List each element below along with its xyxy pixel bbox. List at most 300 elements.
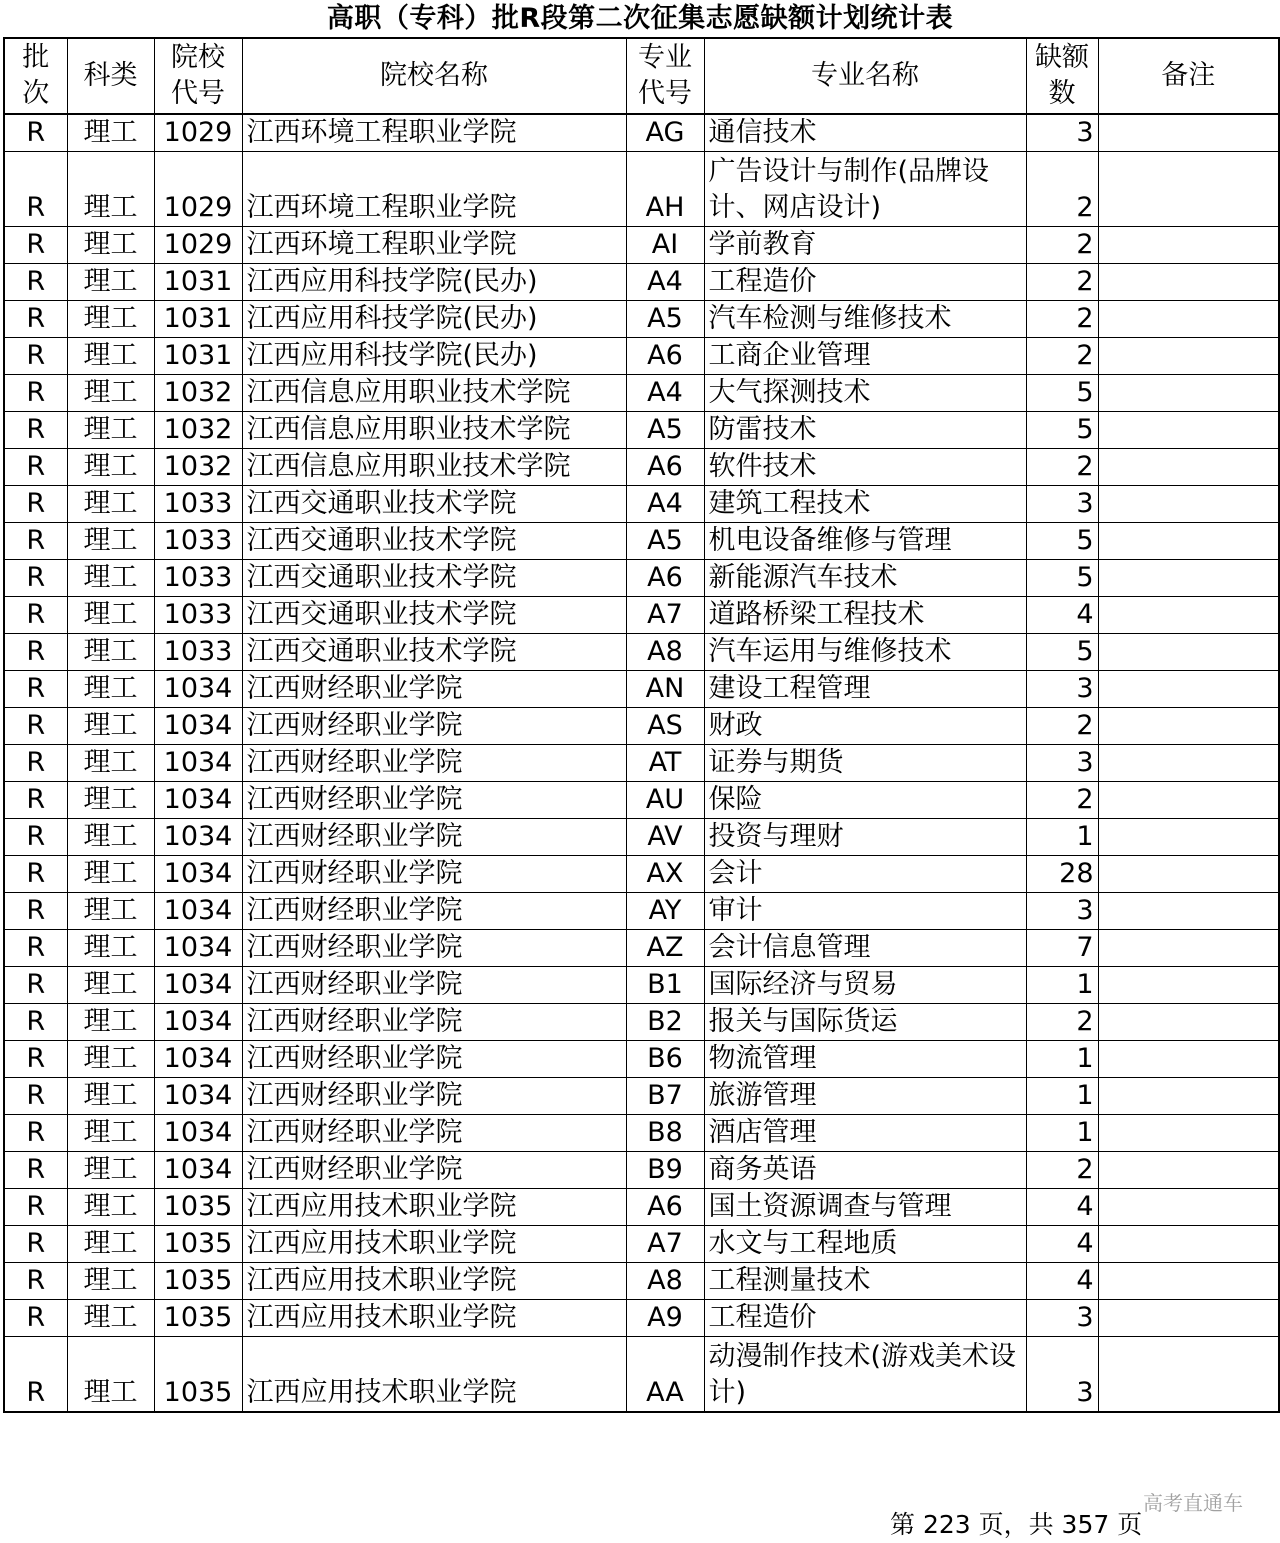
cell-batch: R	[4, 1263, 67, 1300]
cell-major-code: AY	[626, 893, 704, 930]
cell-vacancy: 3	[1026, 1300, 1098, 1337]
cell-category: 理工	[67, 301, 154, 338]
table-row	[4, 1263, 1279, 1300]
cell-category: 理工	[67, 708, 154, 745]
table-row	[4, 301, 1279, 338]
cell-remark	[1098, 671, 1279, 708]
cell-school-name: 江西交通职业技术学院	[242, 560, 626, 597]
table-row	[4, 930, 1279, 967]
cell-school-code: 1033	[154, 486, 242, 523]
table-row	[4, 264, 1279, 301]
table-row	[4, 782, 1279, 819]
table-row	[4, 1152, 1279, 1189]
table-row	[4, 523, 1279, 560]
cell-category: 理工	[67, 1300, 154, 1337]
cell-category: 理工	[67, 1189, 154, 1226]
cell-batch: R	[4, 856, 67, 893]
cell-school-name: 江西信息应用职业技术学院	[242, 449, 626, 486]
cell-school-code: 1034	[154, 1152, 242, 1189]
cell-batch: R	[4, 1189, 67, 1226]
cell-batch: R	[4, 782, 67, 819]
cell-major-name: 广告设计与制作(品牌设计、网店设计)	[704, 152, 1026, 227]
cell-remark	[1098, 708, 1279, 745]
cell-vacancy: 5	[1026, 634, 1098, 671]
cell-major-name: 商务英语	[704, 1152, 1026, 1189]
table-row	[4, 152, 1279, 227]
cell-batch: R	[4, 1300, 67, 1337]
cell-category: 理工	[67, 782, 154, 819]
cell-major-code: A7	[626, 1226, 704, 1263]
cell-remark	[1098, 967, 1279, 1004]
cell-vacancy: 5	[1026, 560, 1098, 597]
cell-vacancy: 4	[1026, 597, 1098, 634]
cell-remark	[1098, 375, 1279, 412]
cell-batch: R	[4, 301, 67, 338]
cell-major-code: A5	[626, 412, 704, 449]
cell-major-name: 报关与国际货运	[704, 1004, 1026, 1041]
header-remark: 备注	[1098, 38, 1279, 114]
cell-category: 理工	[67, 1226, 154, 1263]
cell-batch: R	[4, 375, 67, 412]
cell-school-code: 1033	[154, 634, 242, 671]
table-row	[4, 486, 1279, 523]
cell-remark	[1098, 893, 1279, 930]
cell-school-code: 1035	[154, 1189, 242, 1226]
cell-remark	[1098, 597, 1279, 634]
cell-vacancy: 5	[1026, 375, 1098, 412]
table-row	[4, 745, 1279, 782]
cell-major-name: 物流管理	[704, 1041, 1026, 1078]
cell-school-name: 江西交通职业技术学院	[242, 634, 626, 671]
cell-school-name: 江西财经职业学院	[242, 893, 626, 930]
header-school-name: 院校名称	[242, 38, 626, 114]
cell-school-code: 1035	[154, 1337, 242, 1413]
cell-major-code: B8	[626, 1115, 704, 1152]
cell-category: 理工	[67, 597, 154, 634]
cell-school-name: 江西交通职业技术学院	[242, 523, 626, 560]
cell-school-name: 江西环境工程职业学院	[242, 152, 626, 227]
cell-school-name: 江西应用技术职业学院	[242, 1300, 626, 1337]
cell-major-name: 旅游管理	[704, 1078, 1026, 1115]
cell-category: 理工	[67, 1263, 154, 1300]
header-batch: 批次	[4, 38, 67, 114]
cell-school-name: 江西环境工程职业学院	[242, 227, 626, 264]
cell-vacancy: 3	[1026, 486, 1098, 523]
cell-major-name: 酒店管理	[704, 1115, 1026, 1152]
table-row	[4, 1078, 1279, 1115]
cell-major-name: 财政	[704, 708, 1026, 745]
cell-school-name: 江西财经职业学院	[242, 1078, 626, 1115]
cell-school-code: 1034	[154, 745, 242, 782]
table-row	[4, 597, 1279, 634]
cell-category: 理工	[67, 671, 154, 708]
cell-batch: R	[4, 560, 67, 597]
cell-major-code: B1	[626, 967, 704, 1004]
cell-remark	[1098, 930, 1279, 967]
cell-vacancy: 1	[1026, 1078, 1098, 1115]
cell-major-name: 工程测量技术	[704, 1263, 1026, 1300]
table-row	[4, 893, 1279, 930]
cell-category: 理工	[67, 227, 154, 264]
cell-school-name: 江西财经职业学院	[242, 708, 626, 745]
cell-major-code: A7	[626, 597, 704, 634]
table-row	[4, 1004, 1279, 1041]
cell-vacancy: 2	[1026, 1004, 1098, 1041]
table-row	[4, 412, 1279, 449]
cell-vacancy: 3	[1026, 671, 1098, 708]
cell-school-code: 1035	[154, 1263, 242, 1300]
cell-remark	[1098, 745, 1279, 782]
cell-batch: R	[4, 745, 67, 782]
cell-major-name: 汽车运用与维修技术	[704, 634, 1026, 671]
cell-vacancy: 2	[1026, 301, 1098, 338]
page-title: 高职（专科）批R段第二次征集志愿缺额计划统计表	[326, 3, 954, 34]
cell-vacancy: 2	[1026, 227, 1098, 264]
cell-batch: R	[4, 1337, 67, 1413]
cell-school-code: 1033	[154, 560, 242, 597]
cell-major-code: AZ	[626, 930, 704, 967]
watermark: 高考直通车	[1143, 1491, 1243, 1515]
cell-major-code: A8	[626, 1263, 704, 1300]
page-footer: 第 223 页，共 357 页	[890, 1510, 1143, 1539]
cell-school-code: 1035	[154, 1226, 242, 1263]
cell-school-name: 江西应用科技学院(民办)	[242, 264, 626, 301]
cell-batch: R	[4, 338, 67, 375]
cell-school-code: 1034	[154, 893, 242, 930]
cell-vacancy: 1	[1026, 1115, 1098, 1152]
cell-batch: R	[4, 227, 67, 264]
table-row	[4, 114, 1279, 152]
cell-major-name: 建筑工程技术	[704, 486, 1026, 523]
cell-category: 理工	[67, 819, 154, 856]
cell-category: 理工	[67, 1152, 154, 1189]
cell-school-code: 1034	[154, 1004, 242, 1041]
table-row	[4, 375, 1279, 412]
cell-category: 理工	[67, 152, 154, 227]
cell-batch: R	[4, 1041, 67, 1078]
cell-major-code: A6	[626, 1189, 704, 1226]
cell-school-name: 江西财经职业学院	[242, 930, 626, 967]
cell-school-name: 江西财经职业学院	[242, 819, 626, 856]
cell-school-code: 1029	[154, 114, 242, 152]
cell-major-code: AN	[626, 671, 704, 708]
cell-batch: R	[4, 1226, 67, 1263]
cell-major-name: 新能源汽车技术	[704, 560, 1026, 597]
cell-vacancy: 4	[1026, 1189, 1098, 1226]
cell-school-name: 江西财经职业学院	[242, 1152, 626, 1189]
cell-vacancy: 2	[1026, 264, 1098, 301]
table-header-row	[4, 38, 1279, 114]
cell-major-name: 汽车检测与维修技术	[704, 301, 1026, 338]
cell-batch: R	[4, 893, 67, 930]
cell-school-name: 江西应用技术职业学院	[242, 1263, 626, 1300]
cell-remark	[1098, 264, 1279, 301]
cell-school-code: 1034	[154, 671, 242, 708]
cell-category: 理工	[67, 1115, 154, 1152]
table-row	[4, 227, 1279, 264]
cell-school-name: 江西应用科技学院(民办)	[242, 301, 626, 338]
cell-school-code: 1032	[154, 375, 242, 412]
cell-remark	[1098, 523, 1279, 560]
cell-vacancy: 2	[1026, 1152, 1098, 1189]
cell-major-name: 国土资源调查与管理	[704, 1189, 1026, 1226]
cell-school-code: 1033	[154, 597, 242, 634]
cell-school-code: 1034	[154, 1115, 242, 1152]
cell-major-code: A4	[626, 264, 704, 301]
cell-school-code: 1034	[154, 708, 242, 745]
cell-remark	[1098, 1115, 1279, 1152]
cell-school-code: 1032	[154, 449, 242, 486]
cell-school-code: 1029	[154, 152, 242, 227]
cell-batch: R	[4, 1078, 67, 1115]
cell-major-code: B2	[626, 1004, 704, 1041]
cell-vacancy: 4	[1026, 1226, 1098, 1263]
cell-school-code: 1031	[154, 264, 242, 301]
cell-batch: R	[4, 412, 67, 449]
table-row	[4, 856, 1279, 893]
cell-category: 理工	[67, 449, 154, 486]
cell-batch: R	[4, 819, 67, 856]
cell-vacancy: 2	[1026, 782, 1098, 819]
cell-vacancy: 3	[1026, 1337, 1098, 1413]
cell-major-code: AG	[626, 114, 704, 152]
cell-batch: R	[4, 264, 67, 301]
cell-category: 理工	[67, 634, 154, 671]
cell-major-code: A6	[626, 449, 704, 486]
cell-major-code: A6	[626, 338, 704, 375]
cell-batch: R	[4, 597, 67, 634]
cell-category: 理工	[67, 1041, 154, 1078]
cell-major-name: 工程造价	[704, 1300, 1026, 1337]
cell-remark	[1098, 486, 1279, 523]
cell-major-name: 会计信息管理	[704, 930, 1026, 967]
cell-major-name: 会计	[704, 856, 1026, 893]
table-row	[4, 1337, 1279, 1413]
cell-vacancy: 2	[1026, 338, 1098, 375]
cell-category: 理工	[67, 893, 154, 930]
cell-category: 理工	[67, 486, 154, 523]
cell-vacancy: 4	[1026, 1263, 1098, 1300]
cell-category: 理工	[67, 114, 154, 152]
table-row	[4, 1115, 1279, 1152]
cell-major-name: 动漫制作技术(游戏美术设计)	[704, 1337, 1026, 1413]
cell-remark	[1098, 1226, 1279, 1263]
cell-major-name: 道路桥梁工程技术	[704, 597, 1026, 634]
table-row	[4, 819, 1279, 856]
header-major-name: 专业名称	[704, 38, 1026, 114]
cell-batch: R	[4, 449, 67, 486]
vacancy-table	[3, 37, 1280, 1413]
cell-major-code: AV	[626, 819, 704, 856]
cell-school-name: 江西应用科技学院(民办)	[242, 338, 626, 375]
cell-major-name: 水文与工程地质	[704, 1226, 1026, 1263]
cell-batch: R	[4, 671, 67, 708]
cell-batch: R	[4, 486, 67, 523]
header-major-code: 专业代号	[626, 38, 704, 114]
cell-category: 理工	[67, 375, 154, 412]
cell-school-code: 1029	[154, 227, 242, 264]
cell-school-code: 1034	[154, 1078, 242, 1115]
cell-major-name: 大气探测技术	[704, 375, 1026, 412]
cell-major-code: AT	[626, 745, 704, 782]
cell-major-code: A6	[626, 560, 704, 597]
cell-remark	[1098, 114, 1279, 152]
cell-vacancy: 3	[1026, 745, 1098, 782]
cell-school-name: 江西交通职业技术学院	[242, 597, 626, 634]
cell-batch: R	[4, 634, 67, 671]
cell-remark	[1098, 560, 1279, 597]
cell-school-name: 江西信息应用职业技术学院	[242, 412, 626, 449]
table-row	[4, 671, 1279, 708]
cell-school-code: 1031	[154, 301, 242, 338]
cell-major-code: B7	[626, 1078, 704, 1115]
cell-remark	[1098, 227, 1279, 264]
cell-major-name: 通信技术	[704, 114, 1026, 152]
cell-school-name: 江西财经职业学院	[242, 1041, 626, 1078]
header-vacancy: 缺额数	[1026, 38, 1098, 114]
cell-remark	[1098, 338, 1279, 375]
table-row	[4, 1300, 1279, 1337]
cell-batch: R	[4, 1152, 67, 1189]
cell-school-name: 江西财经职业学院	[242, 856, 626, 893]
cell-major-name: 证券与期货	[704, 745, 1026, 782]
cell-major-name: 工程造价	[704, 264, 1026, 301]
cell-batch: R	[4, 114, 67, 152]
cell-school-code: 1034	[154, 930, 242, 967]
cell-remark	[1098, 1078, 1279, 1115]
cell-school-name: 江西应用技术职业学院	[242, 1337, 626, 1413]
table-row	[4, 1226, 1279, 1263]
cell-major-name: 学前教育	[704, 227, 1026, 264]
cell-vacancy: 2	[1026, 449, 1098, 486]
cell-remark	[1098, 1263, 1279, 1300]
cell-remark	[1098, 1004, 1279, 1041]
cell-batch: R	[4, 1115, 67, 1152]
cell-remark	[1098, 1152, 1279, 1189]
table-row	[4, 1041, 1279, 1078]
cell-remark	[1098, 856, 1279, 893]
cell-major-name: 保险	[704, 782, 1026, 819]
cell-major-name: 软件技术	[704, 449, 1026, 486]
cell-vacancy: 1	[1026, 967, 1098, 1004]
cell-remark	[1098, 819, 1279, 856]
cell-school-code: 1031	[154, 338, 242, 375]
cell-school-code: 1034	[154, 819, 242, 856]
cell-vacancy: 2	[1026, 152, 1098, 227]
cell-major-code: AU	[626, 782, 704, 819]
cell-category: 理工	[67, 338, 154, 375]
cell-remark	[1098, 412, 1279, 449]
cell-remark	[1098, 152, 1279, 227]
cell-school-code: 1034	[154, 967, 242, 1004]
table-row	[4, 338, 1279, 375]
cell-category: 理工	[67, 745, 154, 782]
cell-category: 理工	[67, 523, 154, 560]
cell-major-code: AX	[626, 856, 704, 893]
cell-major-code: AH	[626, 152, 704, 227]
cell-major-code: B9	[626, 1152, 704, 1189]
cell-batch: R	[4, 1004, 67, 1041]
table-row	[4, 1189, 1279, 1226]
table-row	[4, 560, 1279, 597]
cell-major-code: AI	[626, 227, 704, 264]
cell-school-name: 江西财经职业学院	[242, 1004, 626, 1041]
cell-school-name: 江西环境工程职业学院	[242, 114, 626, 152]
cell-major-name: 国际经济与贸易	[704, 967, 1026, 1004]
cell-batch: R	[4, 523, 67, 560]
cell-school-name: 江西交通职业技术学院	[242, 486, 626, 523]
cell-category: 理工	[67, 264, 154, 301]
table-row	[4, 708, 1279, 745]
header-category: 科类	[67, 38, 154, 114]
cell-school-code: 1035	[154, 1300, 242, 1337]
cell-batch: R	[4, 152, 67, 227]
cell-vacancy: 1	[1026, 819, 1098, 856]
cell-remark	[1098, 301, 1279, 338]
cell-category: 理工	[67, 412, 154, 449]
cell-school-code: 1033	[154, 523, 242, 560]
cell-remark	[1098, 634, 1279, 671]
cell-school-code: 1032	[154, 412, 242, 449]
table-body	[4, 114, 1279, 1412]
cell-batch: R	[4, 967, 67, 1004]
cell-remark	[1098, 1189, 1279, 1226]
cell-school-code: 1034	[154, 1041, 242, 1078]
cell-school-code: 1034	[154, 782, 242, 819]
cell-major-code: A9	[626, 1300, 704, 1337]
cell-major-code: B6	[626, 1041, 704, 1078]
cell-batch: R	[4, 930, 67, 967]
cell-category: 理工	[67, 1078, 154, 1115]
cell-vacancy: 5	[1026, 523, 1098, 560]
cell-vacancy: 3	[1026, 114, 1098, 152]
cell-major-name: 投资与理财	[704, 819, 1026, 856]
cell-school-code: 1034	[154, 856, 242, 893]
table-row	[4, 967, 1279, 1004]
table-row	[4, 449, 1279, 486]
cell-remark	[1098, 1337, 1279, 1413]
cell-category: 理工	[67, 560, 154, 597]
cell-major-code: A4	[626, 486, 704, 523]
cell-major-code: A5	[626, 523, 704, 560]
cell-major-code: AA	[626, 1337, 704, 1413]
cell-school-name: 江西应用技术职业学院	[242, 1189, 626, 1226]
cell-batch: R	[4, 708, 67, 745]
cell-school-name: 江西应用技术职业学院	[242, 1226, 626, 1263]
cell-category: 理工	[67, 856, 154, 893]
cell-vacancy: 1	[1026, 1041, 1098, 1078]
cell-vacancy: 28	[1026, 856, 1098, 893]
cell-vacancy: 2	[1026, 708, 1098, 745]
cell-category: 理工	[67, 1004, 154, 1041]
cell-remark	[1098, 1041, 1279, 1078]
cell-school-name: 江西信息应用职业技术学院	[242, 375, 626, 412]
cell-major-code: A8	[626, 634, 704, 671]
table-row	[4, 634, 1279, 671]
cell-major-code: A4	[626, 375, 704, 412]
cell-major-name: 防雷技术	[704, 412, 1026, 449]
cell-vacancy: 7	[1026, 930, 1098, 967]
cell-category: 理工	[67, 967, 154, 1004]
cell-category: 理工	[67, 1337, 154, 1413]
cell-remark	[1098, 782, 1279, 819]
cell-major-code: AS	[626, 708, 704, 745]
cell-school-name: 江西财经职业学院	[242, 967, 626, 1004]
header-school-code: 院校代号	[154, 38, 242, 114]
cell-major-code: A5	[626, 301, 704, 338]
cell-remark	[1098, 1300, 1279, 1337]
cell-school-name: 江西财经职业学院	[242, 782, 626, 819]
